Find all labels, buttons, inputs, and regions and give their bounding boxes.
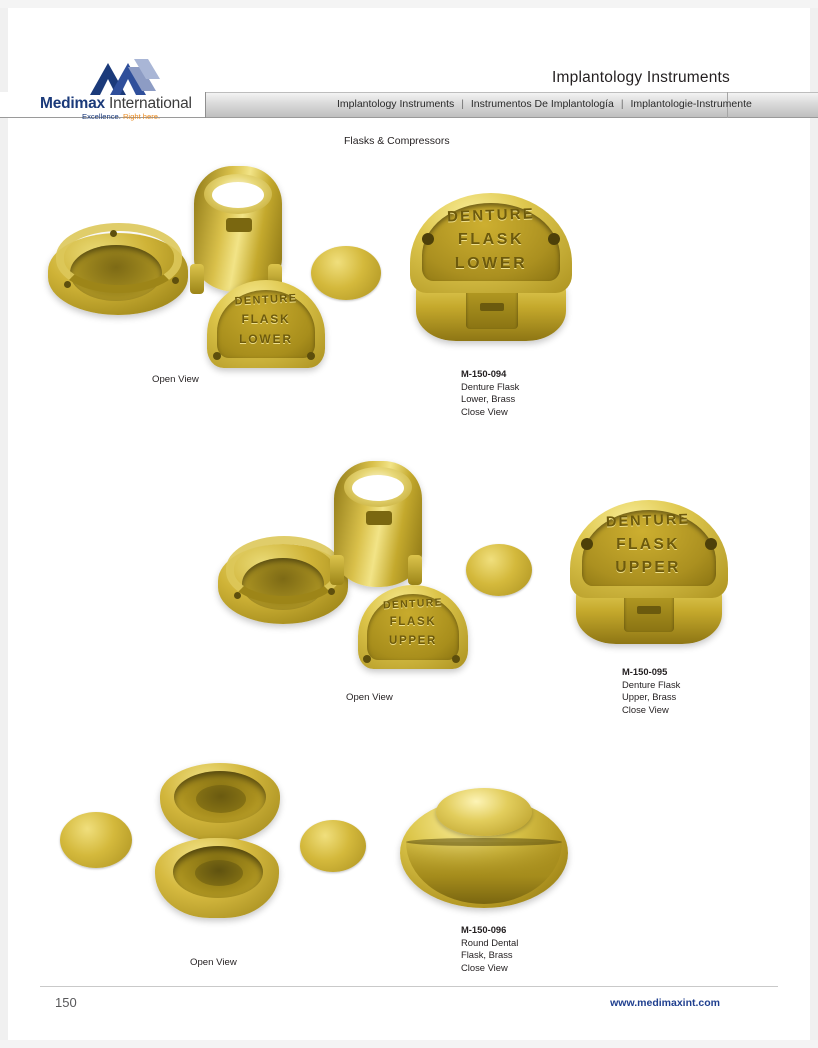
product-1-disc xyxy=(311,246,381,300)
product-1-view-label: Close View xyxy=(461,405,508,417)
product-2-plate-line3: UPPER xyxy=(388,635,438,647)
footer-divider xyxy=(40,986,778,987)
brand-tagline-accent: Right here. xyxy=(122,112,161,121)
product-1-closed-line2: FLASK xyxy=(457,231,525,248)
product-2-code: M-150-095 xyxy=(622,666,668,677)
product-2-name-line2: Upper, Brass xyxy=(622,691,677,702)
product-2-caption xyxy=(622,666,762,716)
brand-tagline xyxy=(82,112,160,121)
product-1-closed xyxy=(410,193,575,348)
product-3-open-view-label: Open View xyxy=(190,957,237,968)
page-edge-right xyxy=(810,0,818,1048)
product-3-disc-left xyxy=(60,812,132,868)
product-2-closed-line3: UPPER xyxy=(615,559,681,576)
product-1-plate-line1: DENTURE xyxy=(234,292,298,308)
section-caption: Flasks & Compressors xyxy=(344,135,450,147)
header-lang-en: Implantology Instruments xyxy=(337,98,455,110)
page-edge-top xyxy=(0,0,818,8)
product-2-plate-line2: FLASK xyxy=(389,616,437,628)
product-3-code: M-150-096 xyxy=(461,924,507,935)
brand-name-light: International xyxy=(104,95,192,112)
footer-website-url[interactable]: www.medimaxint.com xyxy=(610,997,720,1009)
product-2-view-label: Close View xyxy=(622,703,669,715)
product-3-view-label: Close View xyxy=(461,961,508,973)
header-lang-separator-2: | xyxy=(620,98,624,110)
header-lang-es: Instrumentos De Implantología xyxy=(470,98,614,110)
product-1-plate-line2: FLASK xyxy=(241,312,291,326)
product-2-open-base xyxy=(218,530,348,630)
product-3-name-line1: Round Dental xyxy=(461,936,519,948)
product-1-plate-line3: LOWER xyxy=(239,332,293,346)
product-2-disc xyxy=(466,544,532,596)
product-1-closed-line3: LOWER xyxy=(454,255,528,272)
page-number: 150 xyxy=(55,995,77,1010)
product-3-bottom-cup xyxy=(155,832,281,926)
product-2-closed xyxy=(570,500,730,652)
header-divider-left xyxy=(205,92,206,118)
product-2-closed-line1: DENTURE xyxy=(605,511,691,531)
product-1-name-line1: Denture Flask xyxy=(461,380,520,392)
header-language-strip xyxy=(337,98,752,110)
brand-name xyxy=(40,95,192,113)
product-2-band xyxy=(330,455,428,595)
product-3-caption xyxy=(461,924,601,974)
product-2-plate xyxy=(358,585,468,677)
page-edge-bottom xyxy=(0,1040,818,1048)
brand-logo xyxy=(40,57,200,119)
product-1-band xyxy=(190,160,288,300)
page-title: Implantology Instruments xyxy=(552,69,730,86)
brand-name-bold: Medimax xyxy=(40,95,105,112)
product-3-disc-right xyxy=(300,820,366,872)
product-1-caption xyxy=(461,368,601,418)
brand-tagline-main: Excellence. xyxy=(82,112,123,121)
product-2-name-line1: Denture Flask xyxy=(622,678,681,690)
product-1-open-base xyxy=(48,215,188,320)
header-lang-de: Implantologie-Instrumente xyxy=(630,98,752,110)
mountain-logo-icon xyxy=(88,57,160,97)
header-lang-separator-1: | xyxy=(461,98,464,110)
product-3-name-line2: Flask, Brass xyxy=(461,949,513,960)
product-1-closed-line1: DENTURE xyxy=(446,205,536,226)
product-3-closed xyxy=(400,780,570,915)
product-1-open-view-label: Open View xyxy=(152,374,199,385)
product-1-name-line2: Lower, Brass xyxy=(461,393,516,404)
product-2-open-view-label: Open View xyxy=(346,692,393,703)
product-2-closed-line2: FLASK xyxy=(616,536,680,553)
product-1-plate xyxy=(207,280,325,376)
page-edge-left xyxy=(0,0,8,1048)
product-1-code: M-150-094 xyxy=(461,368,507,379)
product-2-plate-line1: DENTURE xyxy=(382,596,444,612)
